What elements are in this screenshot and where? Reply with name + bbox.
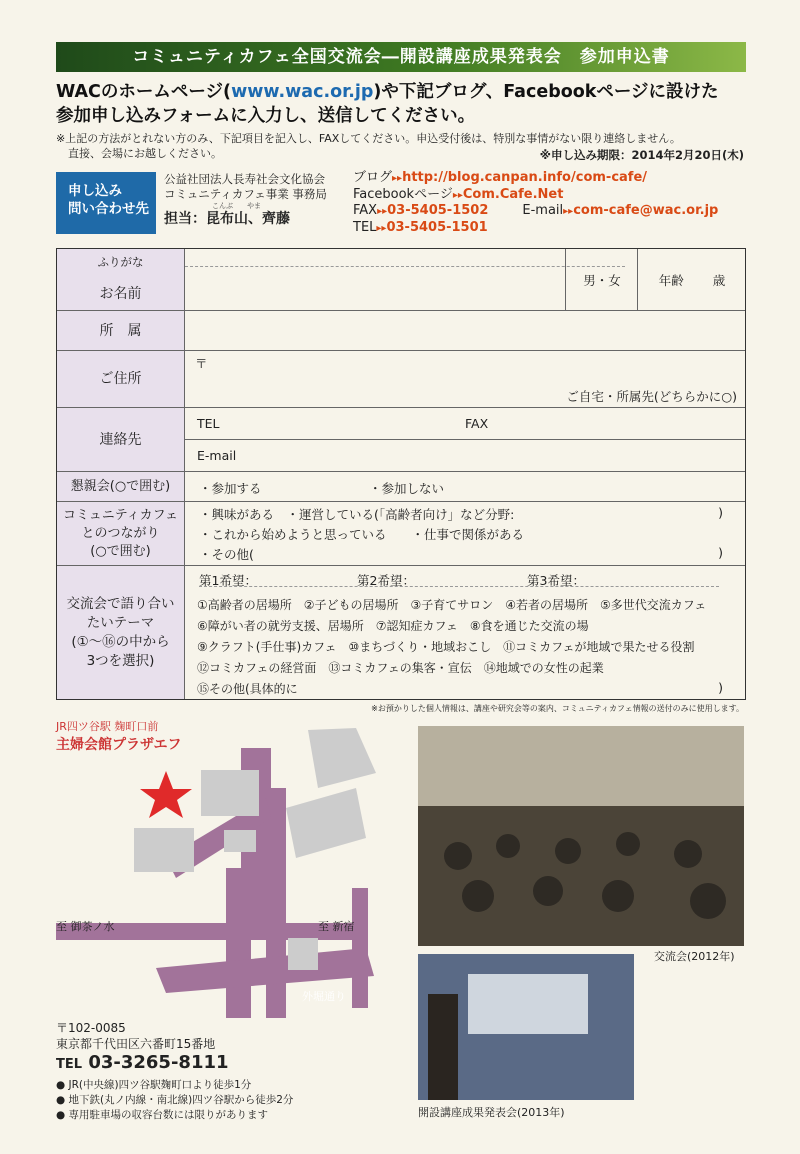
venue-sub: JR四ツ谷駅 麹町口前 bbox=[56, 720, 159, 733]
photo-2-image bbox=[418, 954, 634, 1100]
topics-line4: ⑫コミカフェの経営面 ⑬コミカフェの集客・宣伝 ⑭地域での女性の起業 bbox=[197, 661, 604, 675]
blog-row bbox=[353, 170, 753, 187]
arrow-icon: ▸▸ bbox=[376, 222, 387, 234]
deadline: ※申し込み期限：2014年2月20日(木) bbox=[539, 148, 744, 162]
postal-mark: 〒 bbox=[195, 356, 208, 371]
email-key: E-mail bbox=[522, 203, 564, 218]
address-type-note[interactable]: ご自宅・所属先(どちらかに○) bbox=[566, 389, 737, 404]
email-label[interactable]: E-mail bbox=[197, 448, 237, 463]
label-sotobori: 外堀通り bbox=[302, 990, 346, 1003]
road-right bbox=[352, 888, 368, 1008]
page-title: コミュニティカフェ全国交流会―開設講座成果発表会 参加申込書 bbox=[56, 42, 746, 72]
age-field[interactable]: 年齢 歳 bbox=[637, 249, 746, 310]
arrow-icon: ▸▸ bbox=[563, 206, 574, 217]
venue-tel-number: 03-3265-8111 bbox=[88, 1052, 229, 1073]
name-row bbox=[57, 249, 745, 311]
building-wc bbox=[224, 830, 256, 852]
intro-line1-b: )や下記ブログ、Facebookページに設けた bbox=[373, 82, 719, 102]
paren-close: ) bbox=[718, 505, 723, 520]
arrow-icon: ▸▸ bbox=[452, 189, 463, 201]
topics-line1: ①高齢者の居場所 ②子どもの居場所 ③子育てサロン ④若者の居場所 ⑤多世代交流カフェ bbox=[197, 598, 707, 612]
theme-label-line1: 交流会で語り合い bbox=[66, 595, 175, 612]
address-label: ご住所 bbox=[57, 351, 185, 407]
contact-row bbox=[57, 408, 745, 472]
furigana-label: ふりがな bbox=[97, 255, 144, 269]
contact-label bbox=[56, 172, 156, 234]
choice-2-field[interactable]: 第2希望： bbox=[357, 573, 415, 588]
email-link[interactable]: com-cafe@wac.or.jp bbox=[573, 203, 719, 218]
fax-label[interactable]: FAX bbox=[465, 416, 489, 431]
person-ruby: こんぶ やま bbox=[212, 202, 261, 210]
relation-option-2[interactable]: ・これから始めようと思っている ・仕事で関係がある bbox=[199, 527, 525, 542]
caption-photo-1: 交流会(2012年) bbox=[654, 950, 735, 963]
paren-close: ) bbox=[718, 680, 723, 695]
venue-address bbox=[56, 1020, 215, 1052]
access-map bbox=[56, 718, 406, 1058]
photo-seminar-2013 bbox=[418, 954, 634, 1100]
application-form bbox=[56, 248, 746, 700]
building-futaba bbox=[134, 828, 194, 872]
person-in-charge: 担当：昆布山、齊藤 bbox=[164, 211, 290, 227]
venue-tel bbox=[56, 1052, 229, 1073]
affiliation-row bbox=[57, 311, 745, 351]
choice-1-field[interactable]: 第1希望： bbox=[199, 573, 257, 588]
affiliation-input[interactable] bbox=[185, 311, 745, 350]
name-input[interactable] bbox=[185, 266, 625, 267]
theme-label-line2: たいテーマ bbox=[86, 614, 155, 631]
party-yes-option[interactable]: ・参加する bbox=[199, 481, 262, 496]
contact-field-label: 連絡先 bbox=[57, 408, 185, 471]
organizer bbox=[164, 172, 354, 227]
address-row bbox=[57, 351, 745, 408]
wac-url-link[interactable]: www.wac.or.jp bbox=[231, 82, 374, 102]
venue-postal: 〒102-0085 bbox=[56, 1021, 126, 1035]
venue-star-icon bbox=[140, 771, 192, 818]
fax-mail-row bbox=[353, 203, 753, 220]
label-shinjuku: 至 新宿 bbox=[318, 920, 355, 933]
building-sophia bbox=[308, 728, 376, 788]
tel-row bbox=[353, 220, 753, 237]
road-station bbox=[226, 868, 251, 1018]
party-no-option[interactable]: ・参加しない bbox=[369, 481, 445, 496]
relation-row bbox=[57, 502, 745, 566]
paren-close: ) bbox=[718, 545, 723, 560]
relation-label-line2: とのつながり bbox=[81, 525, 160, 541]
facebook-row bbox=[353, 187, 753, 204]
fax-key: FAX bbox=[353, 203, 378, 218]
access-line3: ● 専用駐車場の収容台数には限りがあります bbox=[56, 1109, 268, 1121]
org-line2: コミュニティカフェ事業 事務局 bbox=[164, 187, 327, 201]
name-label: お名前 bbox=[99, 286, 142, 302]
contact-label-line2: 問い合わせ先 bbox=[68, 201, 149, 217]
theme-row bbox=[57, 566, 745, 699]
tel-number: 03-5405-1501 bbox=[386, 219, 488, 235]
building-ignatius bbox=[286, 788, 366, 858]
access-line1: ● JR(中央線)四ツ谷駅麹町口より徒歩1分 bbox=[56, 1079, 252, 1091]
intro-line1-a: WACのホームページ( bbox=[56, 82, 232, 102]
intro-text bbox=[56, 80, 756, 128]
relation-option-1[interactable]: ・興味がある ・運営している(「高齢者向け」など分野: bbox=[199, 507, 515, 522]
tel-label[interactable]: TEL bbox=[197, 416, 220, 431]
theme-label bbox=[57, 566, 185, 699]
privacy-note: ※お預かりした個人情報は、講座や研究会等の案内、コミュニティカフェ情報の送付のみに使用します。 bbox=[371, 704, 744, 713]
note-line2: 直接、会場にお越しください。 bbox=[68, 147, 222, 160]
contact-info bbox=[353, 170, 753, 236]
photo-1-image bbox=[418, 726, 744, 946]
relation-label bbox=[57, 502, 185, 565]
party-label: 懇親会(○で囲む) bbox=[57, 472, 185, 501]
gender-field[interactable]: 男・女 bbox=[565, 249, 638, 310]
building-square bbox=[201, 770, 259, 816]
contact-label-line1: 申し込み bbox=[68, 183, 122, 199]
topics-line3: ⑨クラフト(手仕事)カフェ ⑩まちづくり・地域おこし ⑪コミカフェが地域で果たせる役割 bbox=[197, 640, 695, 654]
map-drawing bbox=[56, 718, 406, 1018]
facebook-key: Facebookページ bbox=[353, 186, 453, 202]
facebook-link[interactable]: Com.Cafe.Net bbox=[462, 186, 564, 202]
arrow-icon: ▸▸ bbox=[392, 173, 403, 184]
photo-exchange-2012 bbox=[418, 726, 744, 946]
theme-label-line4: 3つを選択) bbox=[86, 652, 155, 669]
name-label-cell bbox=[57, 249, 185, 310]
topics-line5[interactable]: ⑮その他(具体的に bbox=[197, 682, 298, 696]
road-sotobori bbox=[156, 948, 374, 993]
relation-label-line3: (○で囲む) bbox=[90, 543, 151, 559]
fax-number: 03-5405-1502 bbox=[387, 203, 489, 218]
arrow-icon: ▸▸ bbox=[377, 206, 388, 217]
blog-link[interactable]: http://blog.canpan.info/com-cafe/ bbox=[402, 170, 648, 185]
party-row bbox=[57, 472, 745, 502]
relation-label-line1: コミュニティカフェ bbox=[62, 507, 179, 523]
venue-name: 主婦会館プラザエフ bbox=[56, 737, 182, 753]
venue-tel-label: TEL bbox=[56, 1057, 83, 1072]
org-line1: 公益社団法人長寿社会文化協会 bbox=[164, 172, 325, 186]
label-ochanomizu: 至 御茶ノ水 bbox=[56, 920, 115, 933]
note-line1: ※上記の方法がとれない方のみ、下記項目を記入し、FAXしてください。申込受付後は、特別な事情がない限り連絡しません。 bbox=[56, 132, 681, 145]
relation-option-3[interactable]: ・その他( bbox=[199, 547, 254, 562]
choice-divider bbox=[199, 586, 719, 587]
choice-3-field[interactable]: 第3希望： bbox=[527, 573, 585, 588]
building-koban bbox=[288, 938, 318, 970]
intro-line2: 参加申し込みフォームに入力し、送信してください。 bbox=[56, 106, 476, 126]
affiliation-label: 所 属 bbox=[57, 311, 185, 350]
blog-key: ブログ bbox=[353, 170, 393, 185]
venue-street: 東京都千代田区六番町15番地 bbox=[56, 1037, 216, 1051]
tel-key: TEL bbox=[353, 219, 377, 235]
caption-photo-2: 開設講座成果発表会(2013年) bbox=[418, 1106, 565, 1119]
topics-line2: ⑥障がい者の就労支援、居場所 ⑦認知症カフェ ⑧食を通じた交流の場 bbox=[197, 619, 589, 633]
theme-label-line3: (①～⑯の中から bbox=[71, 633, 170, 650]
access-notes bbox=[56, 1078, 293, 1123]
access-line2: ● 地下鉄(丸ノ内線・南北線)四ツ谷駅から徒歩2分 bbox=[56, 1094, 294, 1106]
